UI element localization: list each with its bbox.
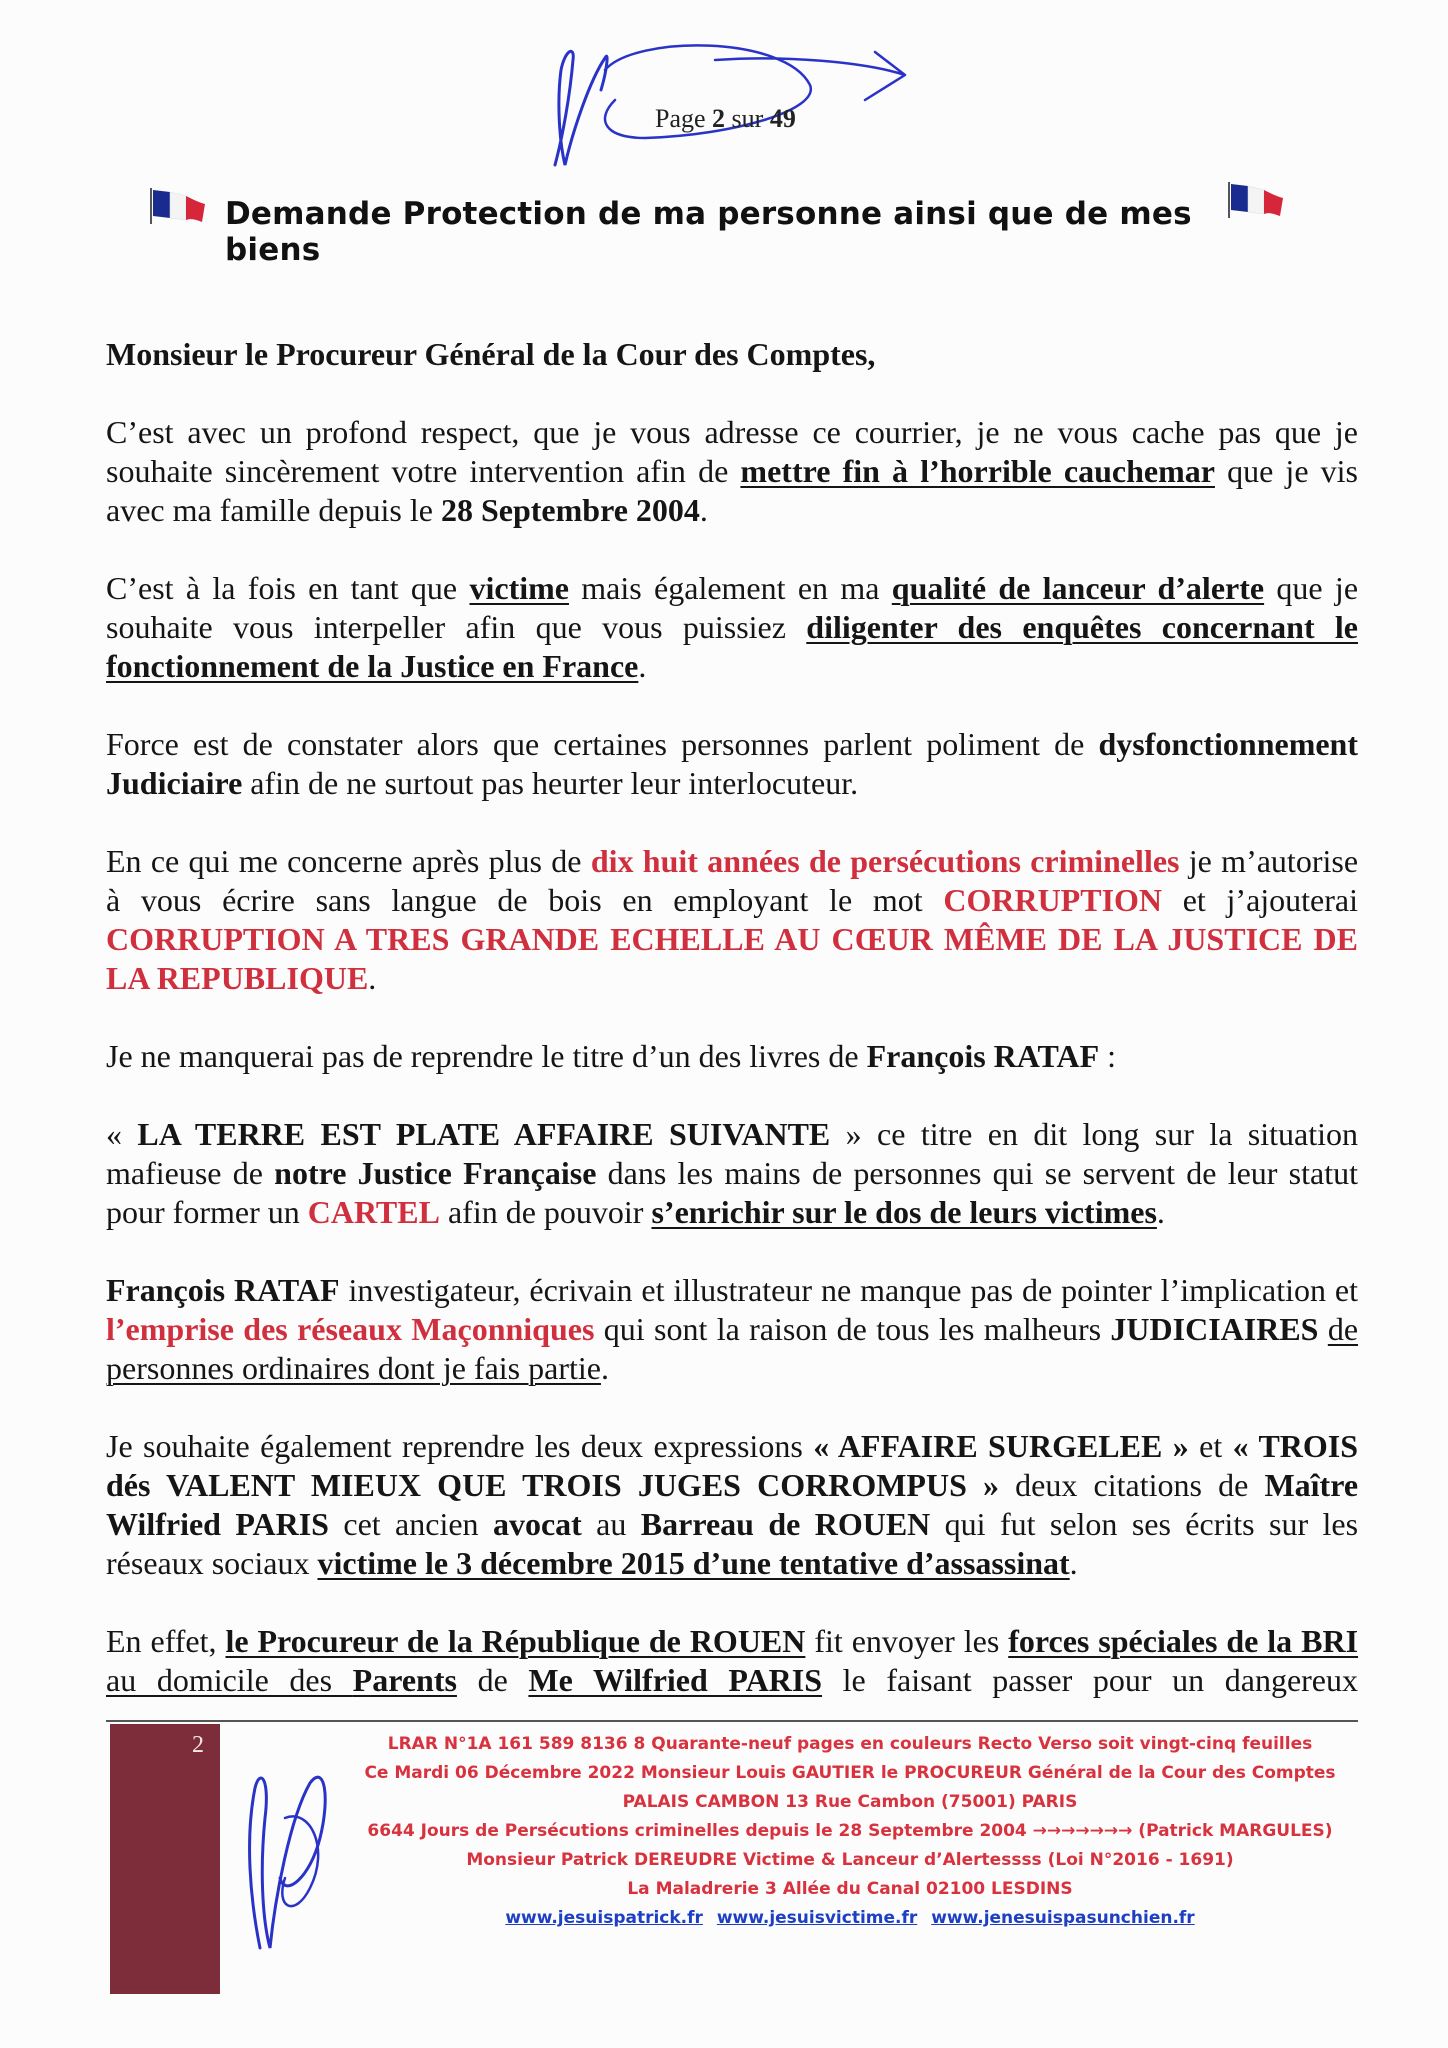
paragraph-9: En effet, le Procureur de la République de ROUEN fit envoyer les forces spéciales de la BRI au domicile des Parents de Me Wilfried PARIS le faisant passer pour un dangereux: [106, 1623, 1359, 1698]
footer-line-2: Ce Mardi 06 Décembre 2022 Monsieur Louis GAUTIER le PROCUREUR Général de la Cour des Comptes: [364, 1763, 1336, 1783]
footer-block: [330, 1730, 1370, 1933]
footer-line-1: LRAR N°1A 161 589 8136 8 Quarante-neuf pages en couleurs Recto Verso soit vingt-cinq feuilles: [387, 1734, 1313, 1754]
paragraph-1: C’est avec un profond respect, que je vous adresse ce courrier, je ne vous cache pas que je souhaite sincèrement votre intervention afin de mettre fin à l’horrible cauchemar que je vis avec ma famille depuis le 28 Septembre 2004.: [106, 414, 1359, 528]
page-number-header: Page 2 sur 49: [655, 104, 796, 133]
footer-line-6: La Maladrerie 3 Allée du Canal 02100 LESDINS: [627, 1879, 1073, 1899]
footer-sidebar: [110, 1724, 220, 1994]
footer-page-number: 2: [192, 1732, 204, 1758]
footer-line-4: 6644 Jours de Persécutions criminelles depuis le 28 Septembre 2004 →→→→→→→ (Patrick MARGULES): [367, 1821, 1333, 1841]
paragraph-2: C’est à la fois en tant que victime mais également en ma qualité de lanceur d’alerte que je souhaite vous interpeller afin que vous puissiez diligenter des enquêtes concernant le fonctionnement de la Justice en France.: [106, 570, 1359, 684]
paragraph-8: Je souhaite également reprendre les deux expressions « AFFAIRE SURGELEE » et « TROIS dés VALENT MIEUX QUE TROIS JUGES CORROMPUS » deux citations de Maître Wilfried PARIS cet ancien avocat au Barreau de ROUEN qui fut selon ses écrits sur les réseaux sociaux victime le 3 décembre 2015 d’une tentative d’assassinat.: [106, 1428, 1359, 1581]
french-flag-icon: [1228, 172, 1286, 218]
link-jesuispatrick[interactable]: www.jesuispatrick.fr: [505, 1908, 703, 1928]
paragraph-5: Je ne manquerai pas de reprendre le titre d’un des livres de François RATAF :: [106, 1038, 1117, 1074]
footer-rule: [106, 1720, 1358, 1722]
salutation: Monsieur le Procureur Général de la Cour des Comptes,: [106, 336, 876, 372]
link-jenesuispasunchien[interactable]: www.jenesuispasunchien.fr: [931, 1908, 1195, 1928]
paragraph-6: « LA TERRE EST PLATE AFFAIRE SUIVANTE » ce titre en dit long sur la situation mafieuse de notre Justice Française dans les mains de personnes qui se servent de leur statut pour former un CARTEL afin de pouvoir s’enrichir sur le dos de leurs victimes.: [106, 1116, 1359, 1230]
paragraph-3: Force est de constater alors que certaines personnes parlent poliment de dysfonctionnement Judiciaire afin de ne surtout pas heurter leur interlocuteur.: [106, 726, 1358, 801]
signature-initials: [240, 1758, 340, 1958]
paragraph-7: François RATAF investigateur, écrivain et illustrateur ne manque pas de pointer l’implication et l’emprise des réseaux Maçonniques qui sont la raison de tous les malheurs JUDICIAIRES de personnes ordinaires dont je fais partie.: [106, 1272, 1359, 1386]
french-flag-icon: [150, 178, 208, 224]
document-title: Demande Protection de ma personne ainsi que de mes biens: [225, 196, 1192, 268]
footer-line-3: PALAIS CAMBON 13 Rue Cambon (75001) PARIS: [622, 1792, 1078, 1812]
letter-body: [106, 335, 1358, 1700]
paragraph-4: En ce qui me concerne après plus de dix huit années de persécutions criminelles je m’autorise à vous écrire sans langue de bois en employant le mot CORRUPTION et j’ajouterai CORRUPTION A TRES GRANDE ECHELLE AU CŒUR MÊME DE LA JUSTICE DE LA REPUBLIQUE.: [106, 843, 1359, 996]
footer-links: [330, 1904, 1370, 1933]
link-jesuisvictime[interactable]: www.jesuisvictime.fr: [716, 1908, 918, 1928]
footer-line-5: Monsieur Patrick DEREUDRE Victime & Lanceur d’Alertessss (Loi N°2016 - 1691): [466, 1850, 1234, 1870]
